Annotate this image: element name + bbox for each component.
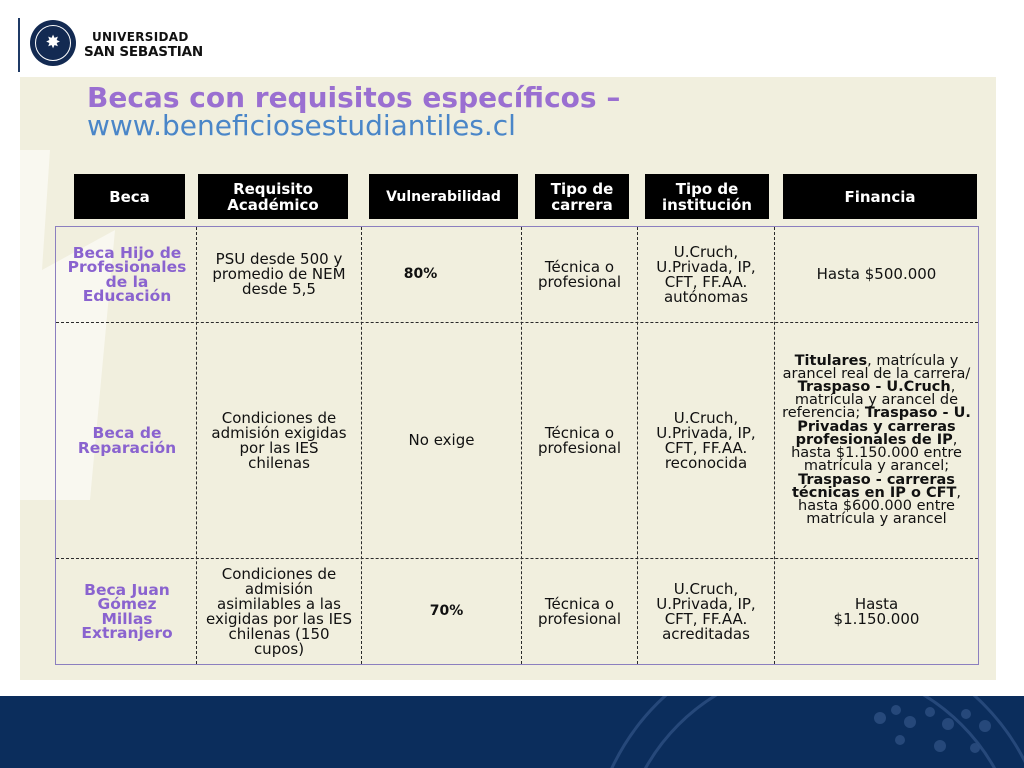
becas-table (55, 226, 979, 665)
slide-title: Becas con requisitos específicos – (87, 81, 621, 114)
table-cell-institucion: U.Cruch, U.Privada, IP, CFT, FF.AA. reconocida (656, 408, 756, 472)
table-cell-financia: Hasta $500.000 (816, 265, 937, 283)
university-logo (84, 30, 203, 60)
header-financia: Financia (783, 174, 977, 219)
university-name-line1: UNIVERSIDAD (92, 30, 189, 44)
table-cell-vulnerabilidad: 80% (403, 266, 438, 282)
table-cell-carrera: Técnica o profesional (537, 594, 622, 628)
tree-seal-icon: ✸ (30, 20, 76, 66)
footer-band (0, 696, 1024, 768)
financia-segment: , hasta $1.150.000 entre matrícula y arancel; (791, 431, 962, 475)
table-cell-financia: Hasta $1.150.000 (833, 594, 920, 628)
financia-segment: , hasta $600.000 entre matrícula y arancel (798, 484, 962, 528)
header-vulnerabilidad: Vulnerabilidad (369, 174, 518, 219)
table-cell-institucion: U.Cruch, U.Privada, IP, CFT, FF.AA. acreditadas (656, 579, 756, 643)
header-beca: Beca (74, 174, 185, 219)
table-cell-beca: Beca Hijo de Profesionales de la Educación (67, 243, 187, 305)
header-tipo-carrera: Tipo de carrera (535, 174, 629, 219)
table-cell-financia (775, 323, 978, 558)
table-cell-vulnerabilidad: No exige (408, 431, 475, 449)
financia-detail-text (779, 352, 974, 528)
financia-segment: , matrícula y arancel real de la carrera/ (782, 352, 971, 382)
financia-segment: Traspaso - U. Privadas y carreras profesionales de IP (795, 405, 971, 448)
footer-watermark-icon (0, 696, 1024, 768)
table-cell-requisito: Condiciones de admisión asimilables a las exigidas por las IES chilenas (150 cupos) (206, 564, 352, 658)
table-cell-carrera: Técnica o profesional (537, 257, 622, 291)
financia-segment: Traspaso - carreras técnicas en IP o CFT (791, 471, 957, 501)
slide-url: www.beneficiosestudiantiles.cl (87, 109, 516, 142)
table-cell-requisito: Condiciones de admisión exigidas por las IES chilenas (211, 408, 347, 472)
financia-segment: , matrícula y arancel de referencia; (782, 379, 959, 422)
logo-divider (18, 18, 20, 72)
table-cell-beca: Beca de Reparación (77, 424, 177, 457)
header-requisito: Requisito Académico (198, 174, 348, 219)
table-cell-carrera: Técnica o profesional (537, 423, 622, 457)
table-cell-beca: Beca Juan Gómez Millas Extranjero (81, 580, 173, 642)
table-cell-vulnerabilidad: 70% (429, 603, 464, 619)
financia-segment: Titulares (794, 352, 868, 369)
header-tipo-institucion: Tipo de institución (645, 174, 769, 219)
financia-segment: Traspaso - U.Cruch (797, 379, 951, 396)
table-cell-requisito: PSU desde 500 y promedio de NEM desde 5,5 (212, 250, 346, 298)
table-cell-institucion: U.Cruch, U.Privada, IP, CFT, FF.AA. autónomas (656, 242, 756, 306)
university-name-line2: SAN SEBASTIAN (84, 44, 203, 60)
